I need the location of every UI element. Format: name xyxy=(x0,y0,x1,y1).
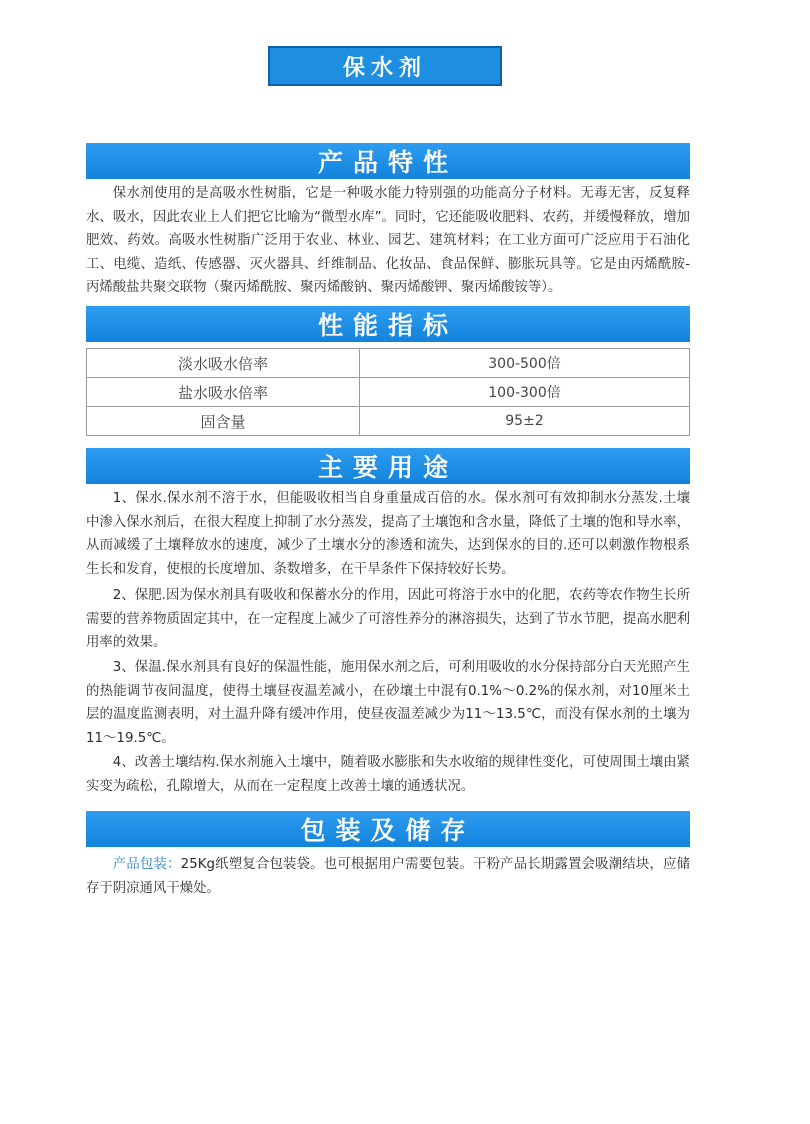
spec-name: 固含量 xyxy=(87,407,360,436)
use-item-4: 4、改善土壤结构.保水剂施入土壤中，随着吸水膨胀和失水收缩的规律性变化，可使周围土壤由紧实变为疏松，孔隙增大，从而在一定程度上改善土壤的通透状况。 xyxy=(86,755,690,794)
spec-value: 95±2 xyxy=(360,407,690,436)
table-row xyxy=(87,349,690,378)
page-title: 保水剂 xyxy=(268,46,502,86)
features-heading: 产品特性 xyxy=(86,143,690,179)
spec-value: 300-500倍 xyxy=(360,349,690,378)
use-item-2: 2、保肥.因为保水剂具有吸收和保蓄水分的作用，因此可将溶于水中的化肥，农药等农作物生长所需要的营养物质固定其中，在一定程度上减少了可溶性养分的淋溶损失，达到了节水节肥，提高水肥利用率的效果。 xyxy=(86,588,690,650)
specs-table xyxy=(86,348,690,436)
packaging-body: 25Kg纸塑复合包装袋。也可根据用户需要包装。干粉产品长期露置会吸潮结块，应储存于阴凉通风干燥处。 xyxy=(86,857,690,896)
packaging-label: 产品包装： xyxy=(112,857,181,872)
use-item-1: 1、保水.保水剂不溶于水，但能吸收相当自身重量成百倍的水。保水剂可有效抑制水分蒸发.土壤中渗入保水剂后，在很大程度上抑制了水分蒸发，提高了土壤饱和含水量，降低了土壤的饱和导水率，从而减缓了土壤释放水的速度，减少了土壤水分的渗透和流失，达到保水的目的.还可以刺激作物根系生长和发育，使根的长度增加、条数增多，在干旱条件下保持较好长势。 xyxy=(86,491,690,577)
table-row xyxy=(87,407,690,436)
uses-heading: 主要用途 xyxy=(86,448,690,484)
packaging-text xyxy=(86,853,690,900)
spec-value: 100-300倍 xyxy=(360,378,690,407)
packaging-heading: 包装及储存 xyxy=(86,811,690,847)
specs-heading: 性能指标 xyxy=(86,306,690,342)
spec-name: 盐水吸水倍率 xyxy=(87,378,360,407)
use-item-3: 3、保温.保水剂具有良好的保温性能，施用保水剂之后，可利用吸收的水分保持部分白天光照产生的热能调节夜间温度，使得土壤昼夜温差减小，在砂壤土中混有0.1%～0.2%的保水剂，对10厘米土层的温度监测表明，对土温升降有缓冲作用，使昼夜温差减少为11～13.5℃，而没有保水剂的土壤为11～19.5℃。 xyxy=(86,660,690,746)
table-row xyxy=(87,378,690,407)
features-text: 保水剂使用的是高吸水性树脂，它是一种吸水能力特别强的功能高分子材料。无毒无害，反复释水、吸水，因此农业上人们把它比喻为“微型水库”。同时，它还能吸收肥料、农药，并缓慢释放，增加肥效、药效。高吸水性树脂广泛用于农业、林业、园艺、建筑材料；在工业方面可广泛应用于石油化工、电缆、造纸、传感器、灭火器具、纤维制品、化妆品、食品保鲜、膨胀玩具等。它是由丙烯酰胺-丙烯酸盐共聚交联物（聚丙烯酰胺、聚丙烯酸钠、聚丙烯酸钾、聚丙烯酸铵等）。 xyxy=(86,186,690,295)
spec-name: 淡水吸水倍率 xyxy=(87,349,360,378)
